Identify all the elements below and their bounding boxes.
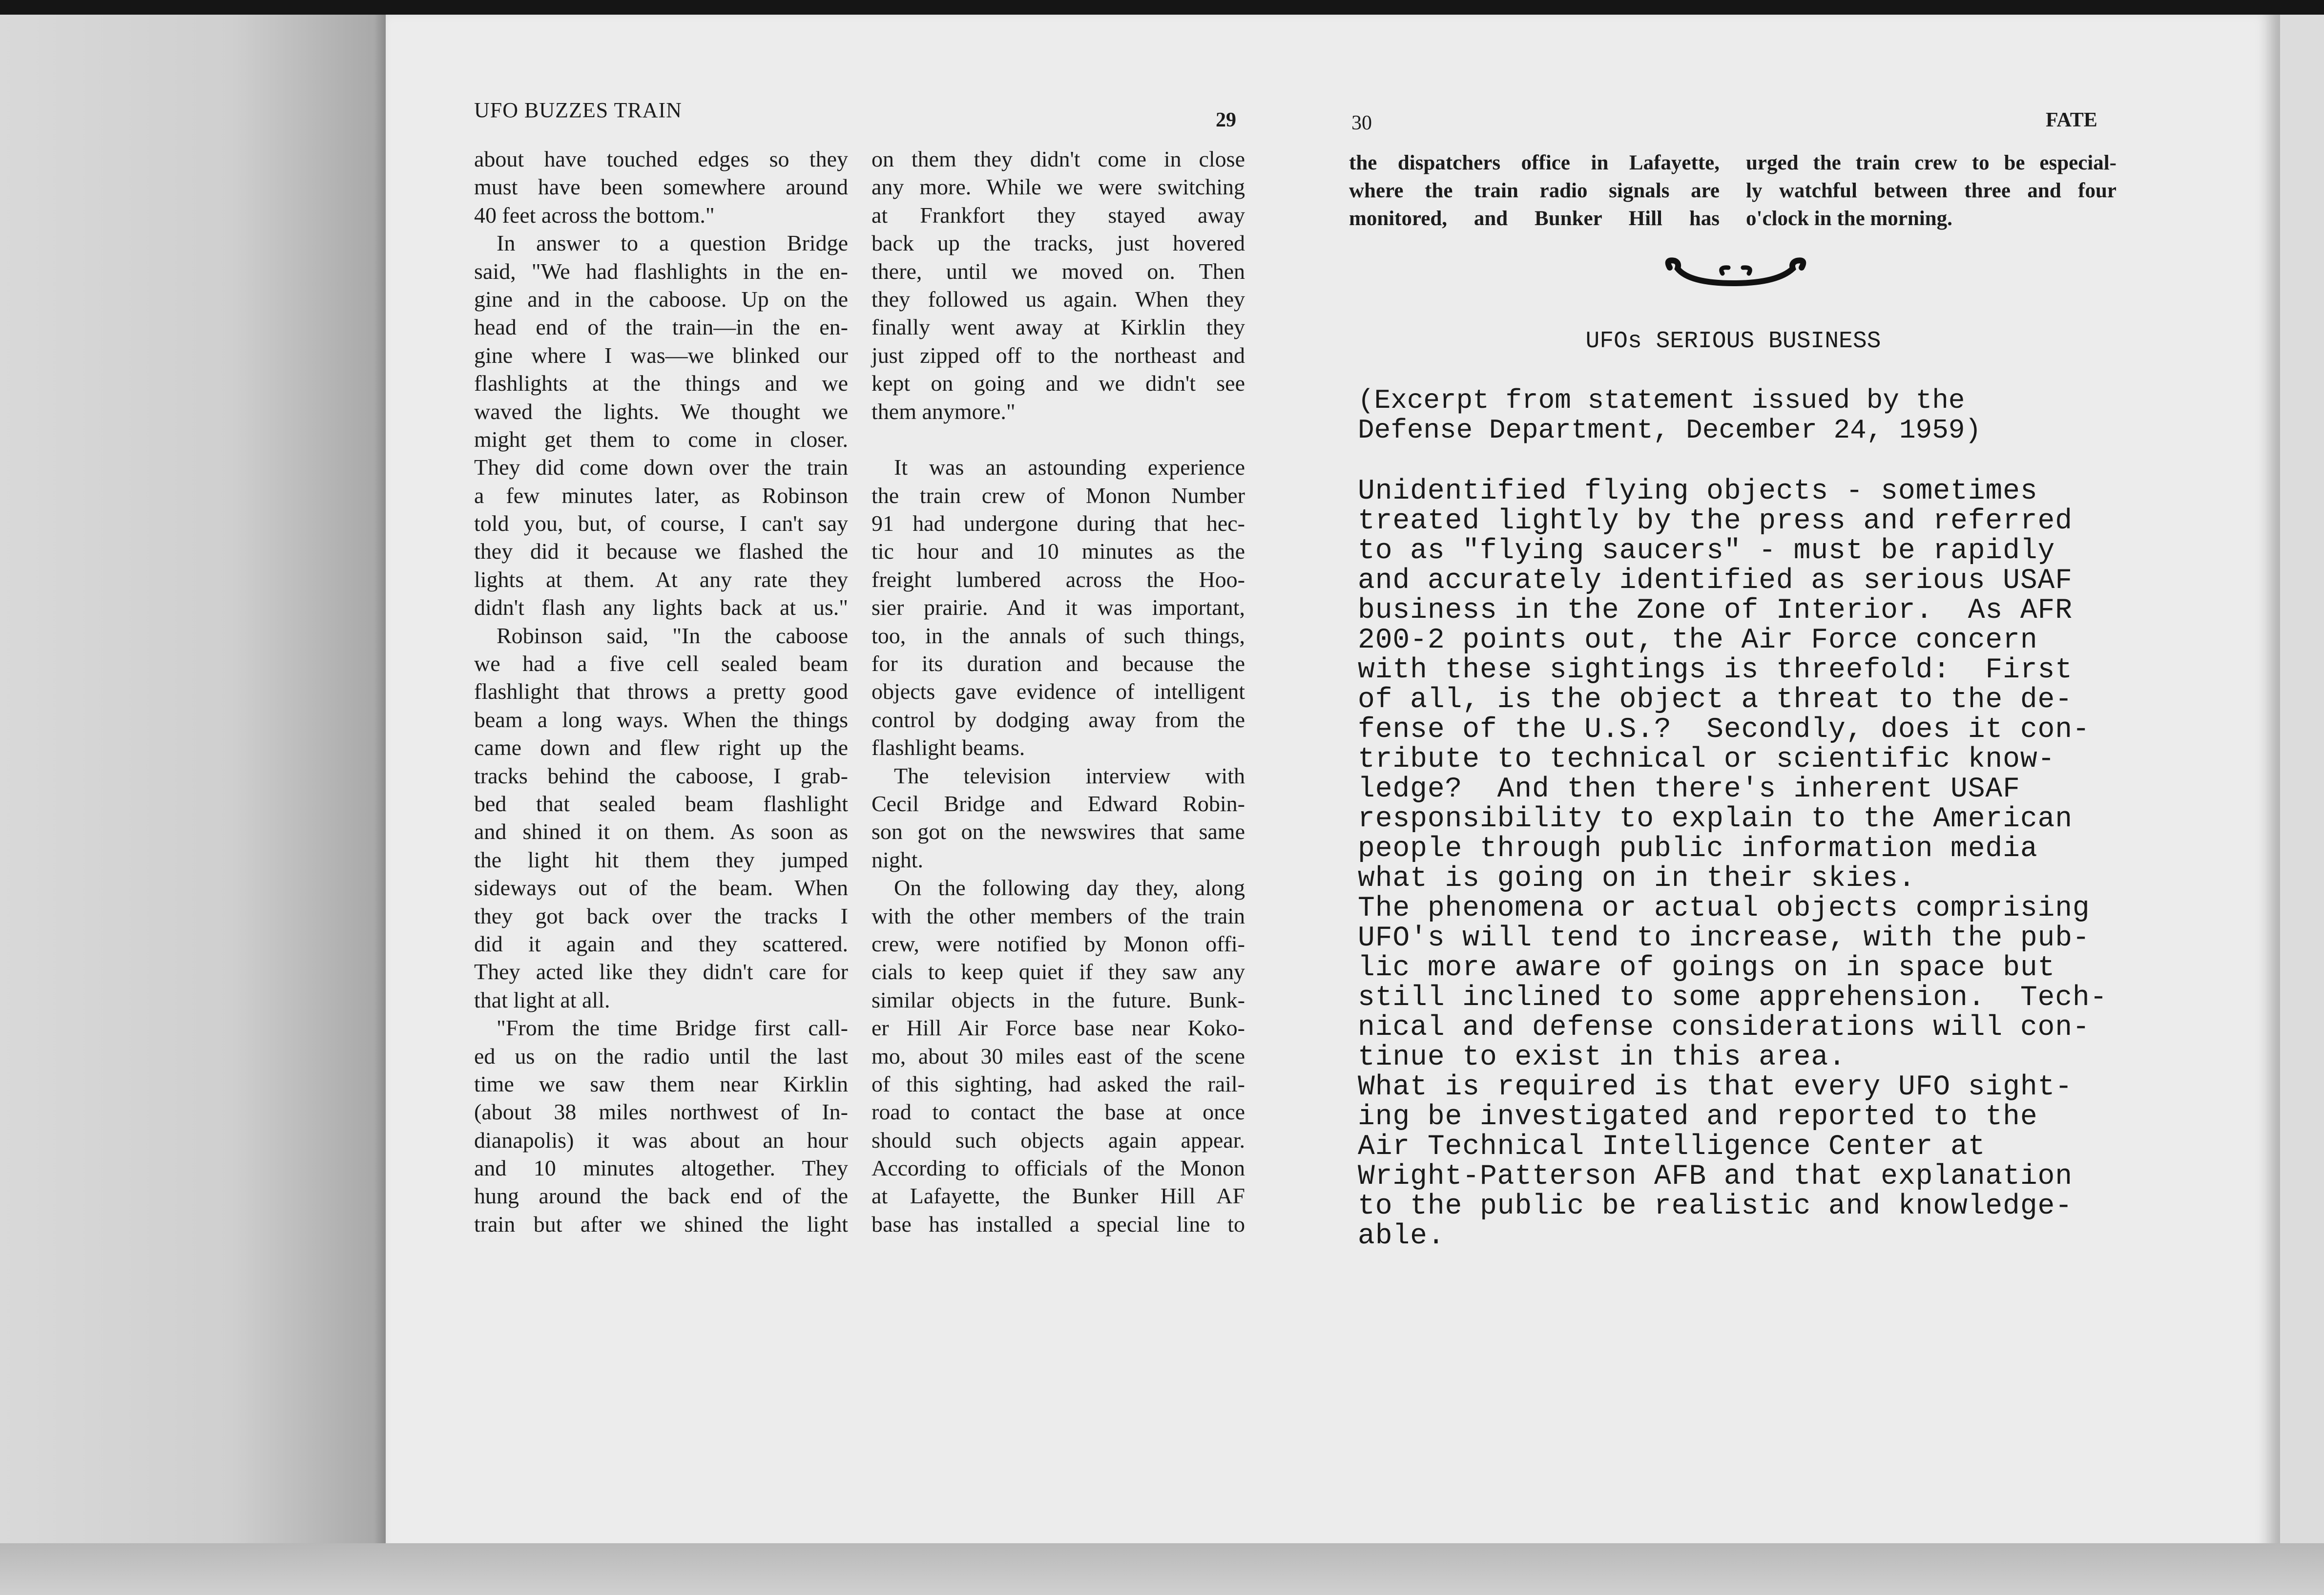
scroll-flourish-icon [1660,254,1811,298]
typed-line: Defense Department, December 24, 1959) [1358,415,1982,446]
left-page-column-1 [474,145,848,1238]
text-line: mo, about 30 miles east of the scene [872,1043,1245,1069]
typed-line: able. [1358,1220,1445,1252]
text-line: did it again and they scattered. [474,931,848,956]
text-line: control by dodging away from the [872,707,1245,732]
left-page-column-2 [872,145,1245,1238]
text-line: the light hit them they jumped [474,847,848,872]
text-line: They did come down over the train [474,455,848,480]
typed-line: to as "flying saucers" - must be rapidly [1358,535,2055,567]
running-head-left: UFO BUZZES TRAIN [474,98,682,122]
text-line: er Hill Air Force base near Koko- [872,1015,1245,1041]
text-line: On the following day they, along [894,875,1245,901]
text-line: they got back over the tracks I [474,903,848,928]
text-line: It was an astounding experience [894,455,1245,480]
text-line: the dispatchers office in Lafayette, [1349,151,1720,174]
text-line: and shined it on them. As soon as [474,819,848,844]
text-line: gine where I was—we blinked our [474,342,848,368]
text-line: ly watchful between three and four [1746,179,2116,202]
typed-line: Wright-Patterson AFB and that explanation [1358,1161,2073,1193]
text-line: said, "We had flashlights in the en- [474,258,848,284]
text-line: where the train radio signals are [1349,179,1720,202]
text-line: ed us on the radio until the last [474,1043,848,1069]
text-line: flashlight beams. [872,735,1025,760]
text-line: kept on going and we didn't see [872,371,1245,396]
typed-line: (Excerpt from statement issued by the [1358,385,1965,416]
typed-line: fense of the U.S.? Secondly, does it con- [1358,714,2090,746]
typed-line: Unidentified flying objects - sometimes [1358,476,2038,507]
section-title: UFOs SERIOUS BUSINESS [1585,328,1881,355]
text-line: similar objects in the future. Bunk- [872,987,1245,1012]
running-head-right: FATE [2046,109,2097,131]
typed-line: to the public be realistic and knowledge- [1358,1191,2073,1222]
text-line: sier prairie. And it was important, [872,595,1245,620]
typed-line: people through public information media [1358,833,2038,865]
typed-line: nical and defense considerations will con- [1358,1012,2090,1044]
defense-statement-body [1358,477,2107,1251]
typed-line: ing be investigated and reported to the [1358,1101,2038,1133]
typed-line: treated lightly by the press and referred [1358,505,2073,537]
text-line: too, in the annals of such things, [872,623,1245,648]
text-line: night. [872,847,924,872]
typed-line: lic more aware of goings on in space but [1358,952,2055,984]
text-line: about have touched edges so they [474,147,848,171]
text-line: there, until we moved on. Then [872,258,1245,284]
text-line: back up the tracks, just hovered [872,231,1245,256]
right-page-column-1 [1349,149,1720,232]
text-line: told you, but, of course, I can't say [474,511,848,536]
page-number-29: 29 [1216,109,1236,131]
text-line: the train crew of Monon Number [872,483,1245,508]
text-line: road to contact the base at once [872,1099,1245,1125]
typed-line: 200-2 points out, the Air Force concern [1358,625,2038,656]
text-line: with the other members of the train [872,903,1245,928]
text-line: bed that sealed beam flashlight [474,791,848,816]
text-line: of this sighting, had asked the rail- [872,1071,1245,1096]
excerpt-note [1358,386,1981,445]
text-line: waved the lights. We thought we [474,399,848,424]
text-line: didn't flash any lights back at us." [474,595,848,620]
typed-line: tribute to technical or scientific know- [1358,744,2055,776]
text-line: at Frankfort they stayed away [872,202,1245,228]
text-line: Robinson said, "In the caboose [497,623,848,648]
text-line: In answer to a question Bridge [497,231,848,256]
typed-line: tinue to exist in this area. [1358,1042,1846,1073]
text-line: tracks behind the caboose, I grab- [474,763,848,788]
typed-line: and accurately identified as serious USAF [1358,565,2073,597]
typed-line: ledge? And then there's inherent USAF [1358,774,2020,805]
text-line: 91 had undergone during that hec- [872,511,1245,536]
text-line: gine and in the caboose. Up on the [474,286,848,312]
text-line: 40 feet across the bottom." [474,202,715,228]
typed-line: The phenomena or actual objects comprising [1358,893,2090,924]
text-line: They acted like they didn't care for [474,959,848,985]
text-line: came down and flew right up the [474,735,848,760]
text-line: urged the train crew to be especial- [1746,151,2116,174]
text-line: crew, were notified by Monon offi- [872,931,1245,956]
text-line: train but after we shined the light [474,1211,848,1237]
text-line: time we saw them near Kirklin [474,1071,848,1096]
text-line: Cecil Bridge and Edward Robin- [872,791,1245,816]
text-line: flashlights at the things and we [474,371,848,396]
text-line: lights at them. At any rate they [474,567,848,592]
typed-line: still inclined to some apprehension. Tech- [1358,982,2108,1014]
text-line: "From the time Bridge first call- [497,1015,848,1041]
page-number-30: 30 [1351,112,1372,134]
scan-top-edge [0,0,2324,15]
text-line: for its duration and because the [872,651,1245,676]
scan-background-right [2280,0,2324,1595]
scan-background-left [0,0,386,1595]
text-line: tic hour and 10 minutes as the [872,539,1245,564]
text-line: at Lafayette, the Bunker Hill AF [872,1183,1245,1209]
text-line: head end of the train—in the en- [474,315,848,340]
typed-line: with these sightings is threefold: First [1358,654,2073,686]
text-line: hung around the back end of the [474,1183,848,1209]
typed-line: What is required is that every UFO sight- [1358,1071,2073,1103]
text-line: son got on the newswires that same [872,819,1245,844]
text-line [872,425,1245,453]
text-line: we had a five cell sealed beam [474,651,848,676]
text-line: that light at all. [474,987,610,1012]
text-line: cials to keep quiet if they saw any [872,959,1245,985]
text-line: According to officials of the Monon [872,1155,1245,1181]
typed-line: Air Technical Intelligence Center at [1358,1131,1986,1163]
text-line: might get them to come in closer. [474,426,848,452]
text-line: The television interview with [894,763,1245,788]
text-line: objects gave evidence of intelligent [872,679,1245,704]
scan-bottom-edge [0,1543,2324,1595]
text-line: beam a long ways. When the things [474,707,848,732]
text-line: any more. While we were switching [872,174,1245,200]
text-line: them anymore." [872,399,1016,424]
text-line: flashlight that throws a pretty good [474,679,848,704]
text-line: o'clock in the morning. [1746,207,1952,230]
typed-line: what is going on in their skies. [1358,863,1916,895]
typed-line: of all, is the object a threat to the de- [1358,684,2073,716]
text-line: dianapolis) it was about an hour [474,1127,848,1153]
text-line: just zipped off to the northeast and [872,342,1245,368]
typed-line: UFO's will tend to increase, with the pub- [1358,923,2090,954]
text-line: they followed us again. When they [872,286,1245,312]
text-line: freight lumbered across the Hoo- [872,567,1245,592]
text-line: should such objects again appear. [872,1127,1245,1153]
text-line: must have been somewhere around [474,174,848,200]
text-line: finally went away at Kirklin they [872,315,1245,340]
text-line: sideways out of the beam. When [474,875,848,901]
text-line: a few minutes later, as Robinson [474,483,848,508]
text-line: and 10 minutes altogether. They [474,1155,848,1181]
typed-line: responsibility to explain to the American [1358,803,2073,835]
typed-line: business in the Zone of Interior. As AFR [1358,595,2073,627]
text-line: monitored, and Bunker Hill has [1349,207,1720,230]
text-line: (about 38 miles northwest of In- [474,1099,848,1125]
text-line: they did it because we flashed the [474,539,848,564]
text-line: base has installed a special line to [872,1211,1245,1237]
right-page-column-2 [1746,149,2116,232]
text-line: on them they didn't come in close [872,147,1245,171]
